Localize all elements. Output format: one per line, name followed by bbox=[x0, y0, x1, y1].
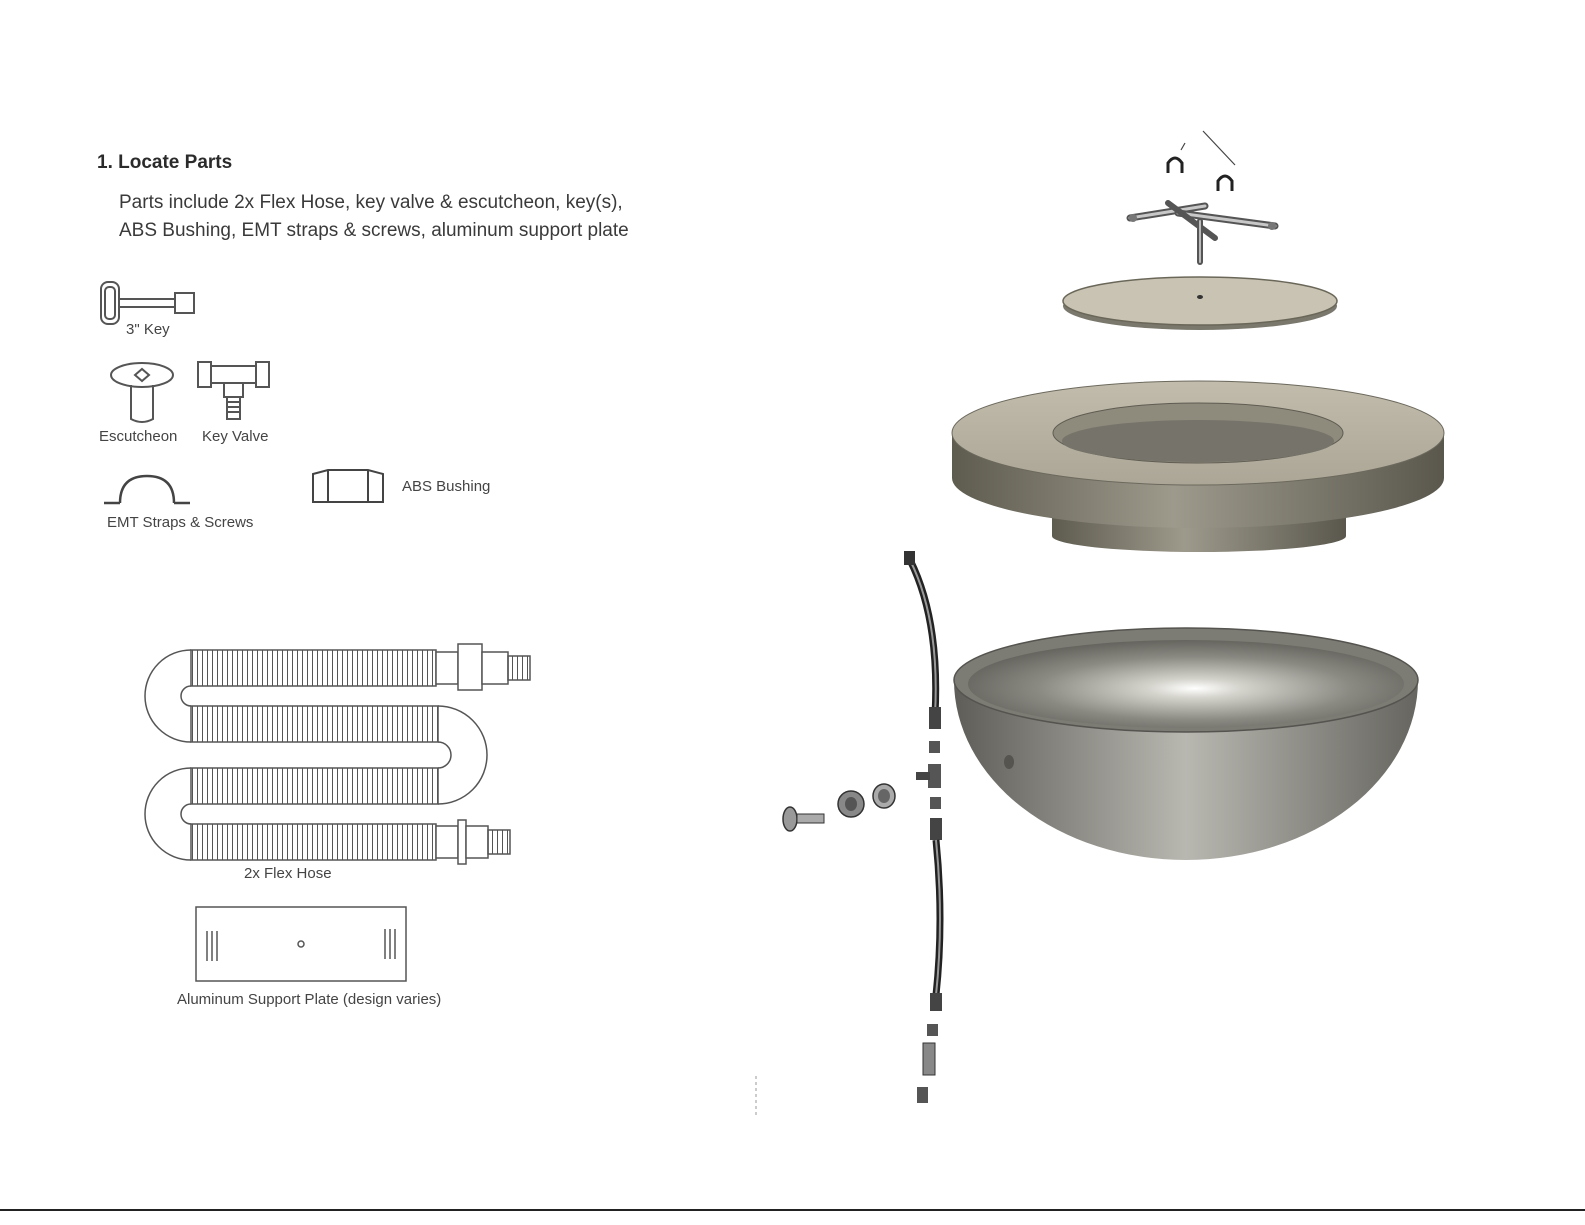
abs-bushing-caption: ABS Bushing bbox=[402, 478, 491, 495]
parts-intro: Parts include 2x Flex Hose, key valve & escutcheon, key(s), ABS Bushing, EMT straps & screws, aluminum support plate bbox=[119, 192, 629, 241]
flex-hose-caption: 2x Flex Hose bbox=[244, 865, 332, 882]
hose-assembly-icon bbox=[756, 551, 942, 1117]
clip-icon bbox=[1168, 158, 1232, 191]
key-valve-caption: Key Valve bbox=[202, 428, 269, 445]
escutcheon-caption: Escutcheon bbox=[99, 428, 178, 445]
burner-icon bbox=[1129, 203, 1276, 262]
emt-straps-caption: EMT Straps & Screws bbox=[107, 514, 254, 531]
bowl-icon bbox=[954, 628, 1418, 860]
key-valve-parts-icon bbox=[783, 784, 895, 831]
pan-disc-icon bbox=[1063, 277, 1337, 330]
section-title: 1. Locate Parts bbox=[97, 152, 233, 173]
page-bottom-rule bbox=[0, 1209, 1585, 1211]
top-ring-icon bbox=[952, 381, 1444, 552]
key-caption: 3" Key bbox=[126, 321, 170, 338]
support-plate-caption: Aluminum Support Plate (design varies) bbox=[177, 991, 442, 1008]
